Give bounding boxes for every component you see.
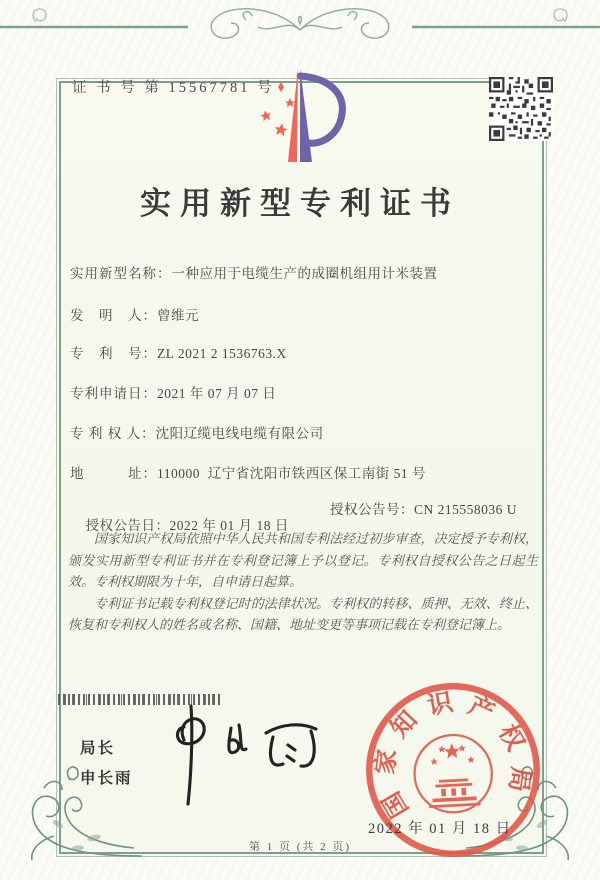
grant-number-label: 授权公告号：: [330, 502, 414, 517]
field-label: 地 址：: [70, 466, 157, 481]
certificate-title: 实用新型专利证书: [140, 186, 460, 221]
seal-char: 权: [493, 720, 530, 756]
seal-char: 产: [464, 692, 499, 728]
field-value: 110000 辽宁省沈阳市铁西区保工南街 51 号: [157, 466, 426, 481]
field-label: 专 利 权 人：: [70, 426, 156, 441]
signature-icon: [138, 698, 348, 813]
grant-date-value: 2022 年 01 月 18 日: [169, 518, 289, 533]
certificate-number: 证 书 号 第 15567781 号: [72, 80, 275, 96]
signer-title: 局长: [80, 740, 116, 757]
seal-char: 识: [425, 689, 456, 721]
cnipa-logo-icon: [250, 60, 350, 168]
legal-paragraph-1: 国家知识产权局依照中华人民共和国专利法经过初步审查，决定授予专利权，颁发实用新型专利证书并在专利登记簿上予以登记。专利权自授权公告之日起生效。专利权期限为十年，自申请日起算。: [68, 531, 538, 589]
field-row-inventor: [70, 304, 540, 324]
legal-text-block: [68, 528, 538, 636]
signer-name: 申长雨: [80, 770, 133, 787]
seal-char: 国: [377, 786, 415, 822]
field-row-utility-model-name: [70, 262, 540, 282]
top-ornament: [0, 0, 600, 56]
national-emblem-icon: [426, 742, 481, 808]
field-label: 专 利 号：: [70, 346, 157, 361]
field-row-filing-date: [70, 382, 540, 402]
seal-char: 知: [385, 706, 423, 744]
field-row-patentee: [70, 422, 540, 442]
grant-number-value: CN 215558036 U: [414, 502, 518, 517]
field-value: 沈阳辽缆电线电缆有限公司: [155, 426, 324, 441]
field-label: 发 明 人：: [70, 308, 157, 323]
grant-date-label: 授权公告日：: [85, 518, 170, 533]
seal-char: 家: [372, 747, 402, 776]
seal-date: 2022 年 01 月 18 日: [368, 821, 512, 837]
legal-paragraph-2: 专利证书记载专利权登记时的法律状况。专利权的转移、质押、无效、终止、恢复和专利权人的姓名或名称、国籍、地址变更等事项记载在专利登记簿上。: [68, 595, 538, 632]
grant-number-group: [330, 498, 517, 518]
field-value: 2021 年 07 月 07 日: [157, 386, 277, 401]
qr-code-icon: [489, 77, 553, 141]
page-number: 第 1 页 (共 2 页): [248, 841, 352, 853]
field-row-patent-number: [70, 342, 540, 362]
field-value: 一种应用于电缆生产的成圈机组用计米装置: [171, 266, 438, 281]
seal-char: 局: [503, 764, 534, 794]
field-label: 专利申请日：: [70, 386, 157, 401]
field-value: 曾维元: [157, 308, 199, 323]
field-row-address: [70, 462, 540, 482]
field-label: 实用新型名称：: [70, 266, 172, 281]
field-value: ZL 2021 2 1536763.X: [157, 346, 287, 361]
